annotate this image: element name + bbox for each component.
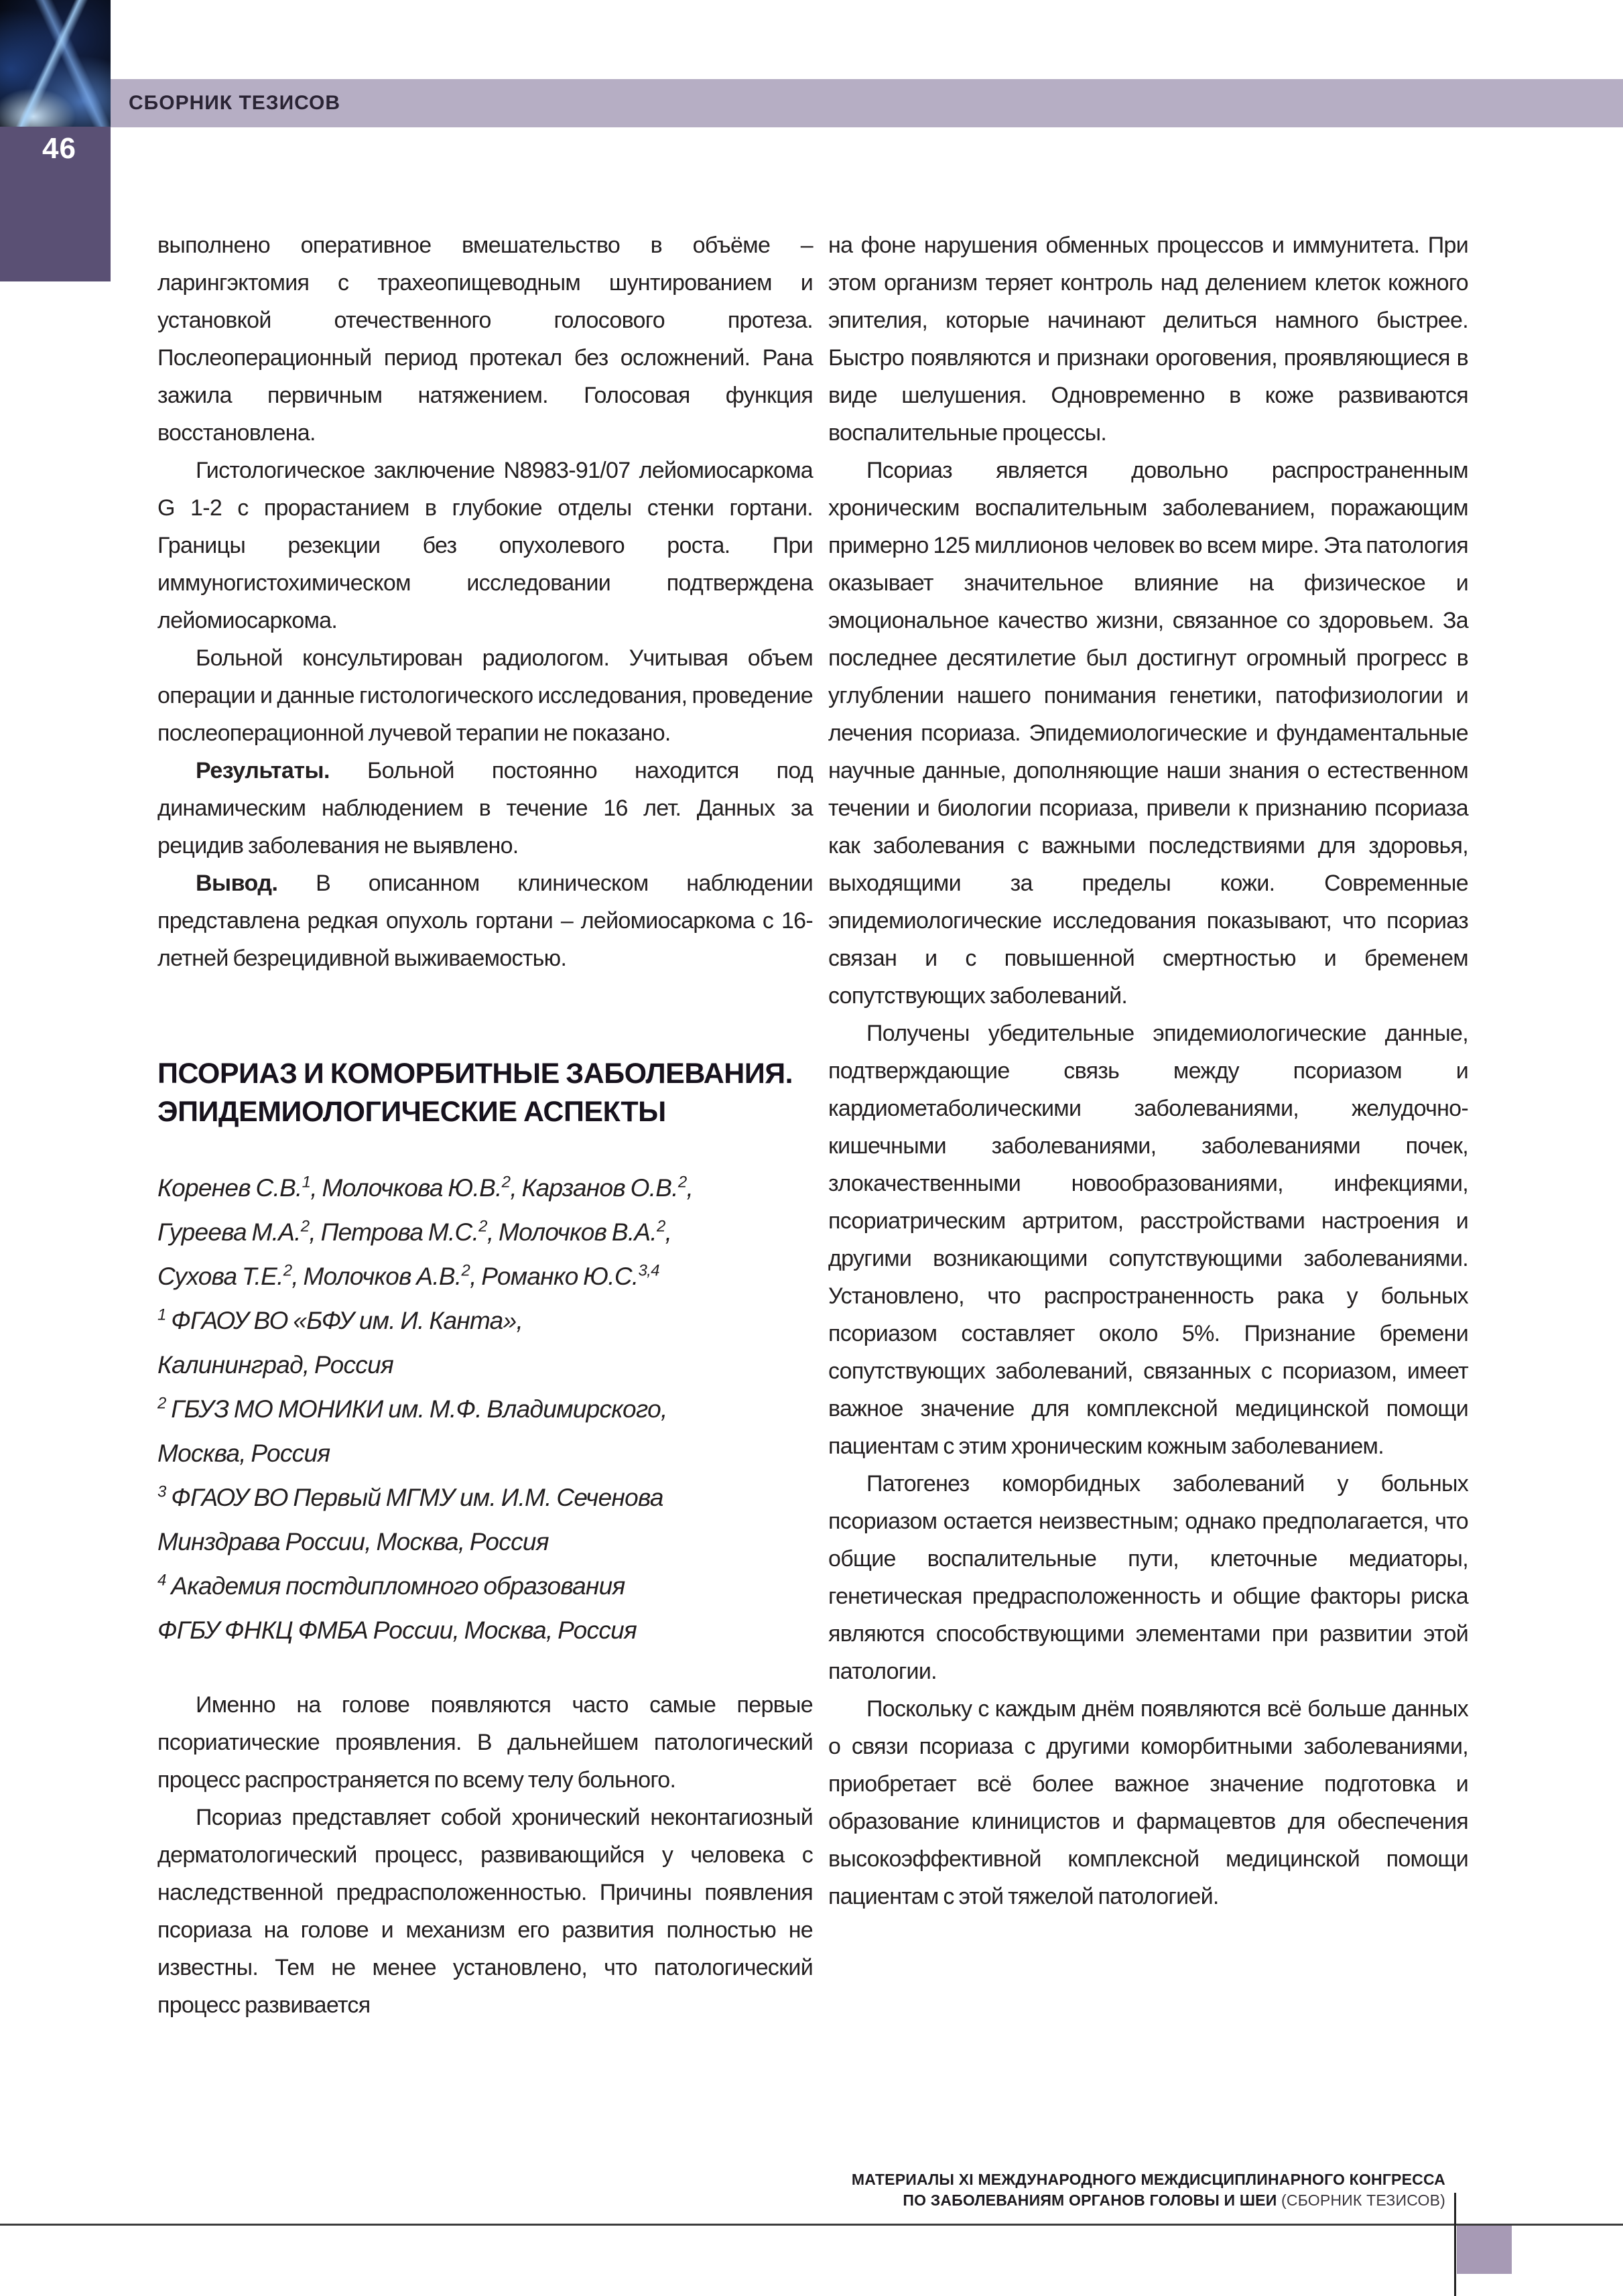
paragraph-text: Патогенез коморбидных заболеваний у больных псориазом остается неизвестным; однако предполагается, что общие воспалительные пути, клеточные медиаторы, генетическая предрасположенность и общие факторы риска являются способствующими элементами при развитии этой патологии.	[828, 1471, 1468, 1684]
affiliation-line: $^3$ ФГАОУ ВО Первый МГМУ им. И.М. Сеченова	[157, 1482, 663, 1511]
footer-rule	[0, 2224, 1623, 2226]
paragraph	[828, 452, 1468, 1015]
affiliation-line: Минздрава России, Москва, Россия	[157, 1528, 549, 1555]
page-number: 46	[42, 132, 76, 165]
paragraph	[828, 1465, 1468, 1690]
authors-line: Гуреева М.А.$^2$, Петрова М.С.$^2$, Молочков В.А.$^2$,	[157, 1217, 672, 1246]
footer-line1: МАТЕРИАЛЫ XI МЕЖДУНАРОДНОГО МЕЖДИСЦИПЛИНАРНОГО КОНГРЕССА	[851, 2171, 1445, 2188]
affiliation-line: $^1$ ФГАОУ ВО «БФУ им. И. Канта»,	[157, 1305, 523, 1334]
paragraph	[157, 227, 813, 452]
paragraph	[828, 1015, 1468, 1465]
paragraph-results	[157, 752, 813, 865]
footer-line2	[507, 2190, 1445, 2211]
authors-line: Коренев С.В.$^1$, Молочкова Ю.В.$^2$, Карзанов О.В.$^2$,	[157, 1173, 694, 1202]
paragraph-conclusion	[157, 865, 813, 977]
affiliation-line: $^4$ Академия постдипломного образования	[157, 1571, 625, 1600]
footer-line2-bold: ПО ЗАБОЛЕВАНИЯМ ОРГАНОВ ГОЛОВЫ И ШЕИ	[903, 2191, 1282, 2209]
article-title-line1: ПСОРИАЗ И КОМОРБИТНЫЕ ЗАБОЛЕВАНИЯ.	[157, 1058, 793, 1090]
paragraph-text: выполнено оперативное вмешательство в объёме – ларингэктомия с трахеопищеводным шунтированием и установкой отечественного голосового протеза. Послеоперационный период протекал без осложнений. Рана зажила первичным натяжением. Голосовая функция восстановлена.	[157, 233, 813, 446]
authors-and-affiliations	[157, 1166, 813, 1653]
paragraph	[157, 639, 813, 752]
footer-line2-regular: (СБОРНИК ТЕЗИСОВ)	[1281, 2191, 1445, 2209]
header-title: СБОРНИК ТЕЗИСОВ	[129, 92, 341, 114]
paragraph-text: Псориаз является довольно распространенным хроническим воспалительным заболеванием, поражающим примерно 125 миллионов человек во всем мире. Эта патология оказывает значительное влияние на физическое и эмоциональное качество жизни, связанное со здоровьем. За последнее десятилетие был достигнут огромный прогресс в углублении нашего понимания генетики, патофизиологии и лечения псориаза. Эпидемиологические и фундаментальные научные данные, дополняющие наши знания о естественном течении и биологии псориаза, привели к признанию псориаза как заболевания с важными последствиями для здоровья, выходящими за пределы кожи. Современные эпидемиологические исследования показывают, что псориаз связан и с повышенной смертностью и бременем сопутствующих заболеваний.	[828, 458, 1468, 1009]
paragraph-text: Гистологическое заключение N8983-91/07 лейомиосаркома G 1-2 с прорастанием в глубокие отделы стенки гортани. Границы резекции без опухолевого роста. При иммуногистохимическом исследовании подтверждена лейомиосаркома.	[157, 458, 813, 633]
paragraph-text: Больной консультирован радиологом. Учитывая объем операции и данные гистологического исследования, проведение послеоперационной лучевой терапии не показано.	[157, 645, 813, 746]
paragraph-text: В описанном клиническом наблюдении представлена редкая опухоль гортани – лейомиосаркома с 16-летней безрецидивной выживаемостью.	[157, 871, 813, 971]
affiliation-line: Калининград, Россия	[157, 1351, 394, 1379]
paragraph-text: Поскольку с каждым днём появляются всё больше данных о связи псориаза с другими коморбитными заболеваниями, приобретает всё более важное значение подготовка и образование клиницистов и фармацевтов для обеспечения высокоэффективной комплексной медицинской помощи пациентам с этой тяжелой патологией.	[828, 1696, 1468, 1909]
affiliation-line: $^2$ ГБУЗ МО МОНИКИ им. М.Ф. Владимирского,	[157, 1394, 667, 1423]
header-band	[111, 79, 1623, 127]
footer-congress-caption	[507, 2169, 1445, 2211]
paragraph-text: на фоне нарушения обменных процессов и иммунитета. При этом организм теряет контроль над делением клеток кожного эпителия, которые начинают делиться намного быстрее. Быстро появляются и признаки ороговения, проявляющиеся в виде шелушения. Одновременно в коже развиваются воспалительные процессы.	[828, 233, 1468, 446]
paragraph-lead: Вывод.	[196, 871, 278, 896]
paragraph	[157, 1686, 813, 1799]
page-number-block	[0, 127, 111, 281]
footer-vertical-line	[1454, 2193, 1456, 2296]
paragraph-text: Псориаз представляет собой хронический неконтагиозный дерматологический процесс, развивающийся у человека с наследственной предрасположенностью. Причины появления псориаза на голове и механизм его развития полностью не известны. Тем не менее установлено, что патологический процесс развивается	[157, 1805, 813, 2018]
footer-accent-block	[1457, 2226, 1512, 2274]
right-column	[828, 227, 1468, 2024]
paragraph	[828, 1690, 1468, 1915]
article-title-line2: ЭПИДЕМИОЛОГИЧЕСКИЕ АСПЕКТЫ	[157, 1096, 666, 1128]
left-column	[157, 227, 813, 2024]
article-title	[157, 1055, 813, 1131]
authors-line: Сухова Т.Е.$^2$, Молочков А.В.$^2$, Романко Ю.С.$^{3,4}$	[157, 1261, 659, 1290]
affiliation-line: Москва, Россия	[157, 1440, 330, 1467]
paragraph-lead: Результаты.	[196, 758, 330, 783]
cover-art-image	[0, 0, 111, 127]
paragraph	[157, 452, 813, 639]
text-columns	[157, 227, 1468, 2024]
paragraph-text: Получены убедительные эпидемиологические данные, подтверждающие связь между псориазом и кардиометаболическими заболеваниями, желудочно-кишечными заболеваниями, заболеваниями почек, злокачественными новообразованиями, инфекциями, псориатрическим артритом, расстройствами настроения и другими возникающими сопутствующими заболеваниями. Установлено, что распространенность рака у больных псориазом составляет около 5%. Признание бремени сопутствующих заболеваний, связанных с псориазом, имеет важное значение для комплексной медицинской помощи пациентам с этим хроническим кожным заболеванием.	[828, 1021, 1468, 1459]
paragraph-text: Именно на голове появляются часто самые первые псориатические проявления. В дальнейшем патологический процесс распространяется по всему телу больного.	[157, 1692, 813, 1793]
paragraph	[157, 1799, 813, 2024]
affiliation-line: ФГБУ ФНКЦ ФМБА России, Москва, Россия	[157, 1616, 637, 1644]
paragraph-text: Больной постоянно находится под динамическим наблюдением в течение 16 лет. Данных за рецидив заболевания не выявлено.	[157, 758, 813, 858]
paragraph	[828, 227, 1468, 452]
